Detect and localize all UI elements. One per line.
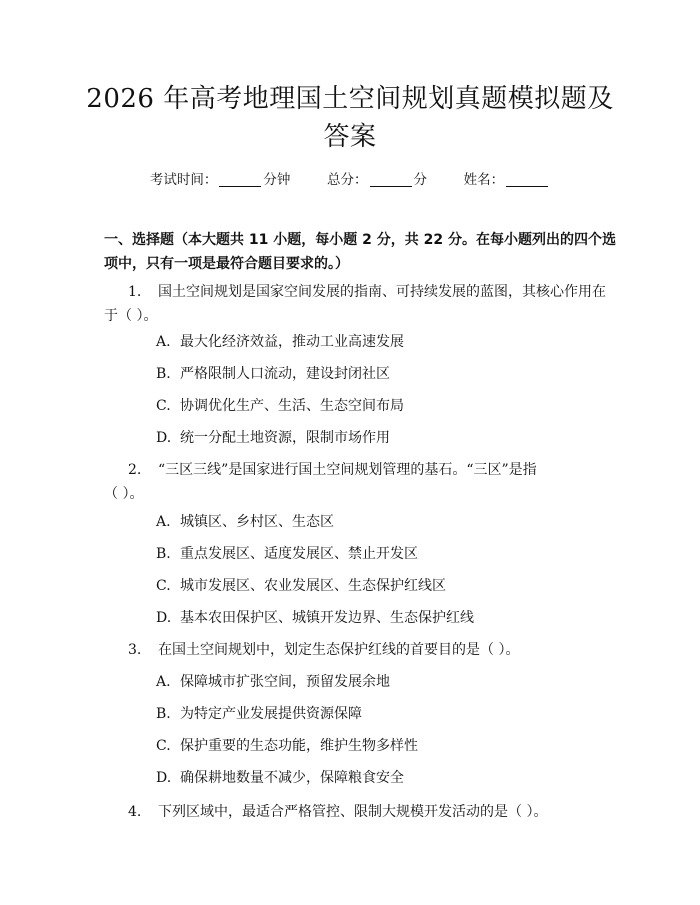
option-3a[interactable]: A. 保障城市扩张空间，预留发展余地 — [156, 674, 390, 690]
exam-meta — [0, 168, 700, 188]
section-heading-line-1: 一、选择题（本大题共 11 小题，每小题 2 分，共 22 分。在每小题列出的四个选 — [104, 232, 616, 248]
option-3b[interactable]: B. 为特定产业发展提供资源保障 — [156, 706, 362, 722]
option-3d[interactable]: D. 确保耕地数量不减少，保障粮食安全 — [156, 770, 404, 786]
name-label: 姓名： — [463, 172, 505, 188]
question-number: 1. — [128, 284, 142, 300]
time-blank[interactable] — [219, 172, 261, 187]
time-label: 考试时间： — [149, 172, 218, 188]
question-number: 3. — [128, 642, 142, 658]
title-line-1: 2026 年高考地理国土空间规划真题模拟题及 — [86, 84, 614, 114]
title-line-2: 答案 — [323, 122, 377, 152]
option-2a[interactable]: A. 城镇区、乡村区、生态区 — [156, 514, 334, 530]
score-unit: 分 — [413, 172, 427, 188]
option-2c[interactable]: C. 城市发展区、农业发展区、生态保护红线区 — [156, 578, 446, 594]
section-heading — [104, 228, 624, 276]
question-text: 下列区域中，最适合严格管控、限制大规模开发活动的是（ ）。 — [158, 804, 548, 820]
question-3 — [104, 638, 614, 662]
time-unit: 分钟 — [263, 172, 291, 188]
option-3c[interactable]: C. 保护重要的生态功能，维护生物多样性 — [156, 738, 418, 754]
question-4 — [104, 800, 614, 824]
page-title — [60, 80, 640, 156]
question-2 — [104, 458, 614, 506]
score-label: 总分： — [327, 172, 368, 188]
question-text-cont: 于（ ）。 — [104, 308, 158, 324]
section-heading-line-2: 项中，只有一项是最符合题目要求的。） — [104, 256, 349, 272]
question-text: 国土空间规划是国家空间发展的指南、可持续发展的蓝图，其核心作用在 — [158, 284, 606, 300]
question-number: 2. — [128, 462, 142, 478]
question-text: “三区三线”是国家进行国土空间规划管理的基石。“三区”是指 — [158, 462, 537, 478]
question-text-cont: （ ）。 — [104, 486, 144, 502]
option-2b[interactable]: B. 重点发展区、适度发展区、禁止开发区 — [156, 546, 418, 562]
score-blank[interactable] — [370, 172, 412, 187]
question-1 — [104, 280, 614, 328]
question-text: 在国土空间规划中，划定生态保护红线的首要目的是（ ）。 — [158, 642, 520, 658]
option-1c[interactable]: C. 协调优化生产、生活、生态空间布局 — [156, 398, 404, 414]
option-1a[interactable]: A. 最大化经济效益，推动工业高速发展 — [156, 334, 404, 350]
name-blank[interactable] — [506, 172, 548, 187]
option-1d[interactable]: D. 统一分配土地资源，限制市场作用 — [156, 430, 390, 446]
question-number: 4. — [128, 804, 142, 820]
option-1b[interactable]: B. 严格限制人口流动，建设封闭社区 — [156, 366, 390, 382]
option-2d[interactable]: D. 基本农田保护区、城镇开发边界、生态保护红线 — [156, 610, 474, 626]
